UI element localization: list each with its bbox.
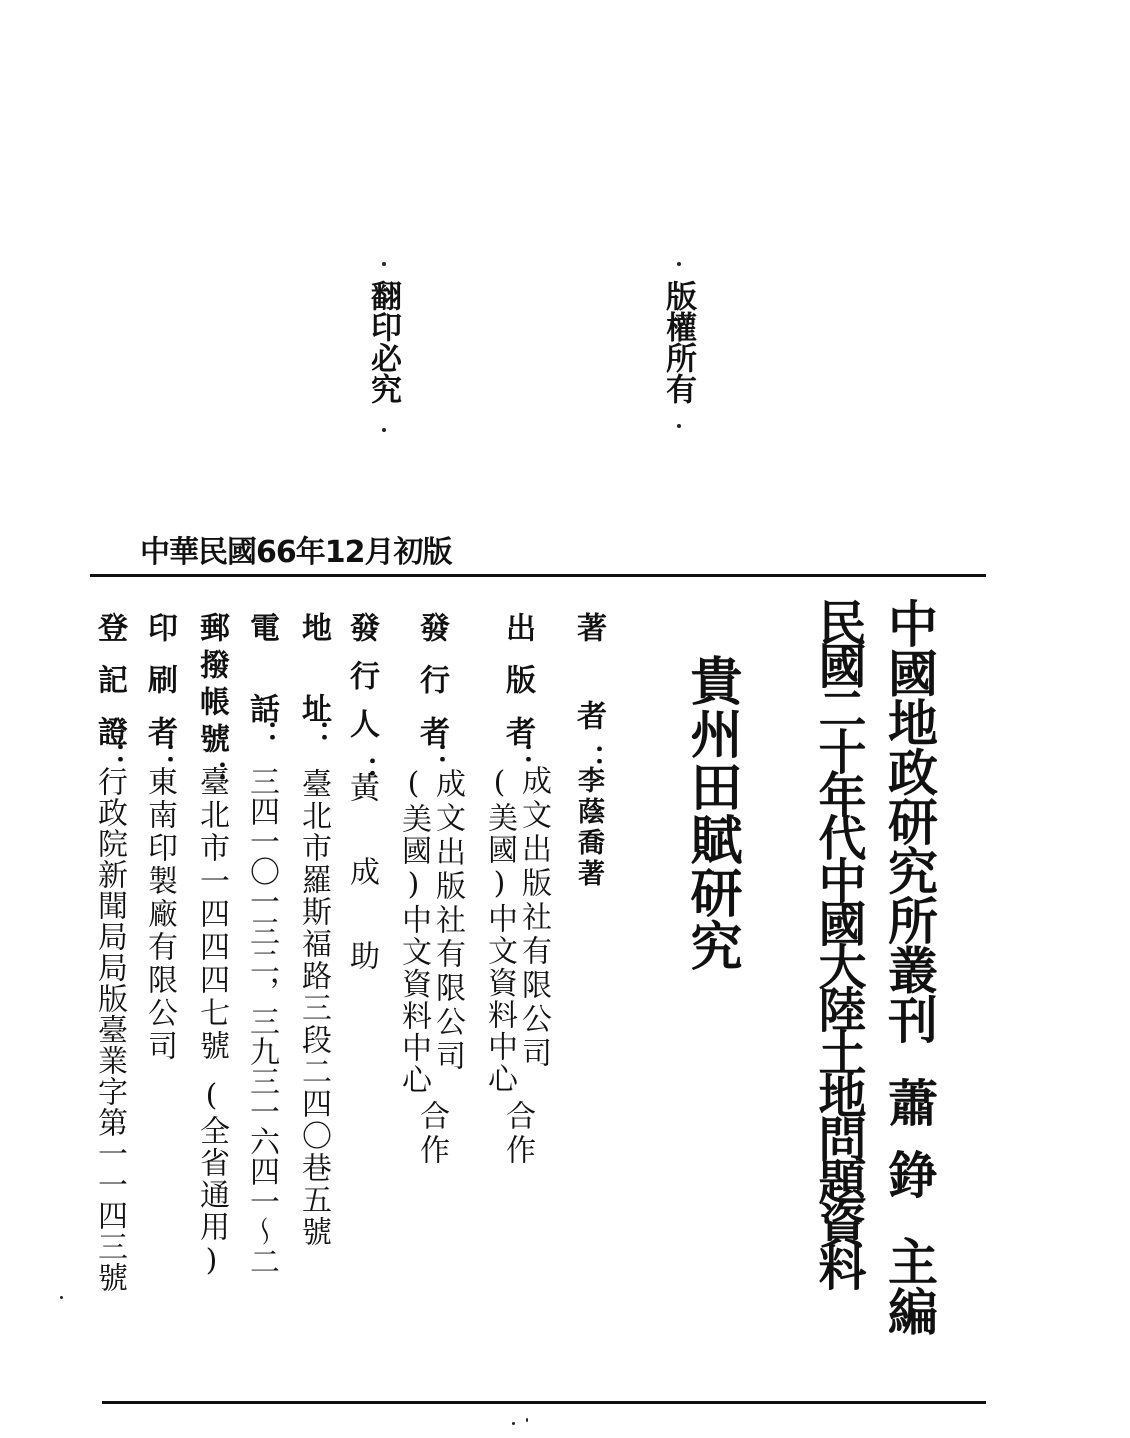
book-title: 貴州田賦研究 — [681, 654, 742, 972]
registration-label: 登 記 證： — [92, 612, 127, 768]
series-name: 中國地政研究所叢刊 — [880, 598, 939, 1044]
postal-value: 臺北市一四四四七號 — [194, 766, 229, 1063]
series-editor: 蕭錚 — [880, 1077, 939, 1221]
scan-speck — [512, 1422, 515, 1425]
printer-value: 東南印製廠有限公司 — [142, 766, 177, 1063]
distributor-label: 發 行 者： — [414, 612, 449, 768]
issuer-name: 黃 成 助 — [344, 772, 379, 982]
printer-label: 印 刷 者： — [142, 612, 177, 768]
registration-value: 行政院新聞局局版臺業字第一一四三號 — [92, 766, 127, 1293]
address-value: 臺北市羅斯福路三段二四〇巷五號 — [296, 768, 331, 1248]
author-value: 李蔭喬著 — [573, 766, 604, 890]
scan-speck — [526, 1418, 528, 1422]
ornament-dot — [382, 262, 386, 266]
postal-note: (全省通用) — [194, 1078, 229, 1280]
reprint-prohibited-notice: 翻印必究 — [365, 280, 401, 404]
bottom-rule — [102, 1401, 986, 1404]
author-label: 著 者： — [571, 612, 606, 788]
distributor-line-1: 成文出版社有限公司 — [430, 768, 465, 1074]
publisher-line-2: (美國)中文資料中心 — [482, 765, 517, 1095]
phone-value: 三四一〇一三二，三九三一六四一～二 — [244, 766, 279, 1276]
scan-speck — [60, 1296, 63, 1299]
rights-reserved-notice: 版權所有 — [660, 280, 696, 404]
ornament-dot — [382, 428, 386, 432]
publisher-cooperation: 合作 — [500, 1100, 535, 1168]
distributor-cooperation: 合作 — [414, 1100, 449, 1168]
address-label: 地 址： — [296, 612, 331, 747]
series-subtitle: 民國二十年代中國大陸土地問題資料 — [810, 598, 866, 1286]
issuer-label: 發行人： — [344, 612, 379, 804]
distributor-line-2: (美國)中文資料中心 — [396, 766, 431, 1096]
ornament-dot — [677, 262, 681, 266]
ornament-dot — [677, 424, 681, 428]
phone-label: 電 話： — [244, 612, 279, 747]
edition-line: 中華民國66年12月初版 — [140, 535, 452, 570]
postal-label: 郵撥帳號： — [194, 612, 229, 797]
publisher-line-1: 成文出版社有限公司 — [516, 765, 551, 1071]
publisher-label: 出 版 者： — [500, 612, 535, 768]
series-editor-role: 主編 — [880, 1236, 939, 1336]
top-rule — [90, 574, 986, 577]
